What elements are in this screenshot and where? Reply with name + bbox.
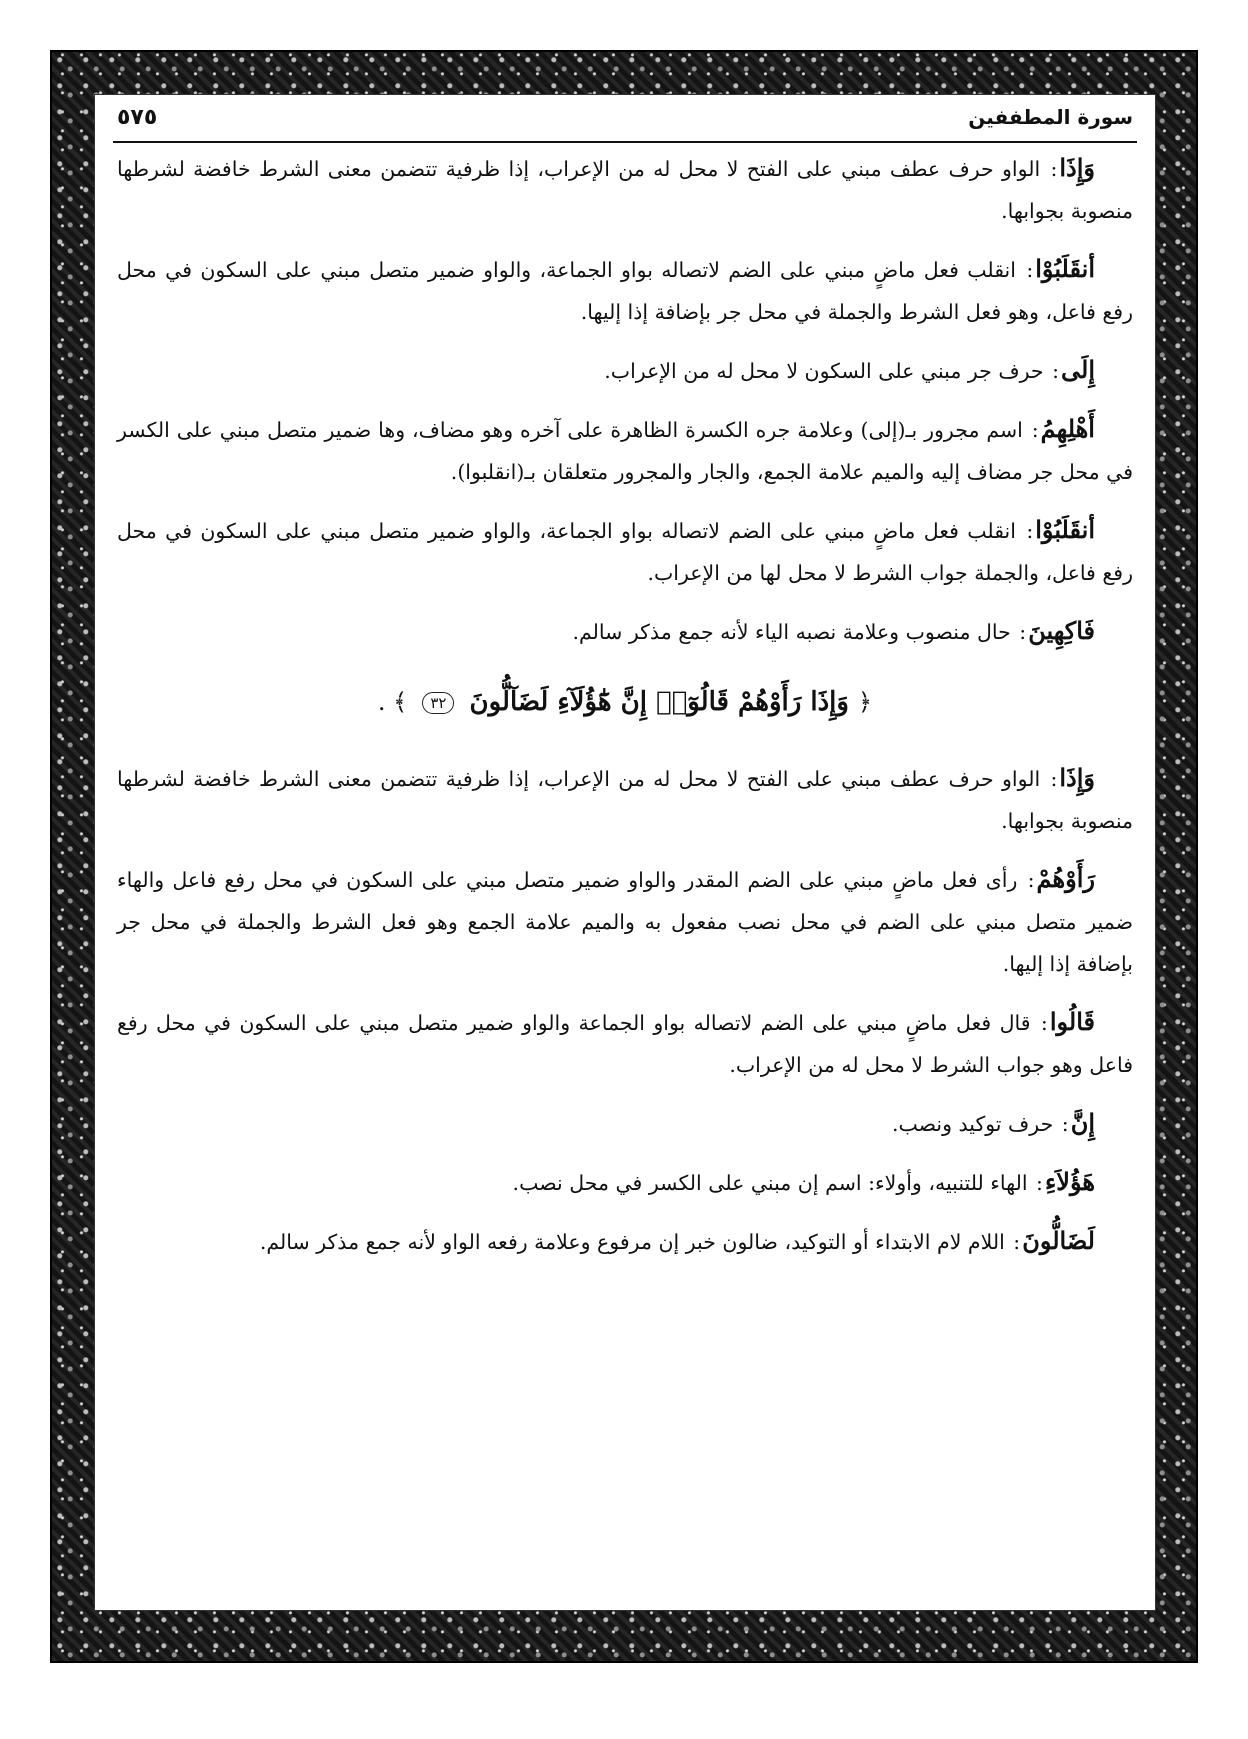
analysis-term: أَهْلِهِمُ [1040,414,1095,443]
analysis-paragraph: وَإِذَا: الواو حرف عطف مبني على الفتح لا محل له من الإعراب، إذا ظرفية تتضمن معنى الشرط خافضة لشرطها منصوبة بجوابها. [117,763,1133,833]
quran-verse [117,681,1133,723]
analysis-term: فَاكِهِينَ [1028,616,1095,645]
analysis-term: أنقَلَبُوْا [1035,515,1095,544]
analysis-text: رأى فعل ماضٍ مبني على الضم المقدر والواو ضمير متصل مبني على السكون في محل رفع فاعل والهاء ضمير متصل مبني على الضم في محل نصب مفعول به والميم علامة الجمع وهو فعل الشرط والجملة في محل جر بإضافة إذا إليها. [117,868,1133,976]
analysis-paragraph: رَأَوْهُمْ: رأى فعل ماضٍ مبني على الضم المقدر والواو ضمير متصل مبني على السكون في محل رفع فاعل والهاء ضمير متصل مبني على الضم في محل نصب مفعول به والميم علامة الجمع وهو فعل الشرط والجملة في محل جر بإضافة إذا إليها. [117,864,1133,976]
ornamental-border-frame [50,50,1198,1663]
verse-open-bracket: ﴿ [858,688,873,716]
analysis-text: حرف توكيد ونصب. [891,1112,1054,1136]
analysis-paragraph: إِنَّ: حرف توكيد ونصب. [891,1108,1095,1137]
analysis-paragraph: وَإِذَا: الواو حرف عطف مبني على الفتح لا محل له من الإعراب، إذا ظرفية تتضمن معنى الشرط خافضة لشرطها منصوبة بجوابها. [117,153,1133,223]
analysis-text: الواو حرف عطف مبني على الفتح لا محل له من الإعراب، إذا ظرفية تتضمن معنى الشرط خافضة لشرطها منصوبة بجوابها. [117,767,1133,833]
analysis-text: الهاء للتنبيه، وأولاء: اسم إن مبني على الكسر في محل نصب. [512,1171,1028,1195]
analysis-text: انقلب فعل ماضٍ مبني على الضم لاتصاله بواو الجماعة، والواو ضمير متصل مبني على السكون في محل رفع فاعل، والجملة جواب الشرط لا محل لها من الإعراب. [117,519,1133,585]
analysis-text: الواو حرف عطف مبني على الفتح لا محل له من الإعراب، إذا ظرفية تتضمن معنى الشرط خافضة لشرطها منصوبة بجوابها. [117,157,1133,223]
analysis-text: حال منصوب وعلامة نصبه الياء لأنه جمع مذكر سالم. [572,620,1011,644]
analysis-paragraph: أنقَلَبُوْا: انقلب فعل ماضٍ مبني على الضم لاتصاله بواو الجماعة، والواو ضمير متصل مبني على السكون في محل رفع فاعل، وهو فعل الشرط والجملة في محل جر بإضافة إذا إليها. [117,254,1133,324]
page-body [94,94,1156,1611]
analysis-paragraph: هَؤُلاَءِ: الهاء للتنبيه، وأولاء: اسم إن مبني على الكسر في محل نصب. [512,1167,1095,1196]
analysis-paragraph: إِلَى: حرف جر مبني على السكون لا محل له من الإعراب. [604,355,1095,384]
analysis-paragraph: قَالُوا: قال فعل ماضٍ مبني على الضم لاتصاله بواو الجماعة والواو ضمير متصل مبني على السكون في محل رفع فاعل وهو جواب الشرط لا محل له من الإعراب. [117,1007,1133,1077]
header-rule [113,141,1137,143]
analysis-text: حرف جر مبني على السكون لا محل له من الإعراب. [604,359,1044,383]
analysis-term: لَضَالُّونَ [1022,1226,1095,1255]
analysis-text: اللام لام الابتداء أو التوكيد، ضالون خبر إن مرفوع وعلامة رفعه الواو لأنه جمع مذكر سالم. [259,1230,1005,1254]
analysis-text: انقلب فعل ماضٍ مبني على الضم لاتصاله بواو الجماعة، والواو ضمير متصل مبني على السكون في محل رفع فاعل، وهو فعل الشرط والجملة في محل جر بإضافة إذا إليها. [117,258,1133,324]
page-content [117,147,1133,1279]
analysis-term: رَأَوْهُمْ [1036,864,1095,893]
analysis-term: هَؤُلاَءِ [1044,1167,1095,1196]
ayah-number-badge: ٣٢ [422,692,454,714]
analysis-term: إِلَى [1061,355,1095,384]
analysis-term: وَإِذَا [1059,763,1095,792]
analysis-text: اسم مجرور بـ(إلى) وعلامة جره الكسرة الظاهرة على آخره وهو مضاف، وها ضمير متصل مبني على الكسر في محل جر مضاف إليه والميم علامة الجمع، والجار والمجرور متعلقان بـ(انقلبوا). [117,418,1133,484]
verse-close-bracket: ﴾ . [377,688,408,716]
verse-text: وَإِذَا رَأَوْهُمْ قَالُوٓا۟ إِنَّ هَٰٓؤُلَآءِ لَضَآلُّونَ [469,687,849,717]
page-number: ٥٧٥ [117,105,158,130]
surah-title: سورة المطففين [968,105,1133,129]
analysis-term: إِنَّ [1070,1108,1095,1137]
analysis-term: أنقَلَبُوْا [1035,254,1095,283]
analysis-paragraph: لَضَالُّونَ: اللام لام الابتداء أو التوكيد، ضالون خبر إن مرفوع وعلامة رفعه الواو لأنه جمع مذكر سالم. [259,1226,1095,1255]
analysis-paragraph: أنقَلَبُوْا: انقلب فعل ماضٍ مبني على الضم لاتصاله بواو الجماعة، والواو ضمير متصل مبني على السكون في محل رفع فاعل، والجملة جواب الشرط لا محل لها من الإعراب. [117,515,1133,585]
analysis-text: قال فعل ماضٍ مبني على الضم لاتصاله بواو الجماعة والواو ضمير متصل مبني على السكون في محل رفع فاعل وهو جواب الشرط لا محل له من الإعراب. [117,1011,1133,1077]
analysis-term: قَالُوا [1049,1007,1095,1036]
analysis-paragraph: أَهْلِهِمُ: اسم مجرور بـ(إلى) وعلامة جره الكسرة الظاهرة على آخره وهو مضاف، وها ضمير متصل مبني على الكسر في محل جر مضاف إليه والميم علامة الجمع، والجار والمجرور متعلقان بـ(انقلبوا). [117,414,1133,484]
analysis-paragraph: فَاكِهِينَ: حال منصوب وعلامة نصبه الياء لأنه جمع مذكر سالم. [572,616,1095,645]
analysis-term: وَإِذَا [1059,153,1095,182]
